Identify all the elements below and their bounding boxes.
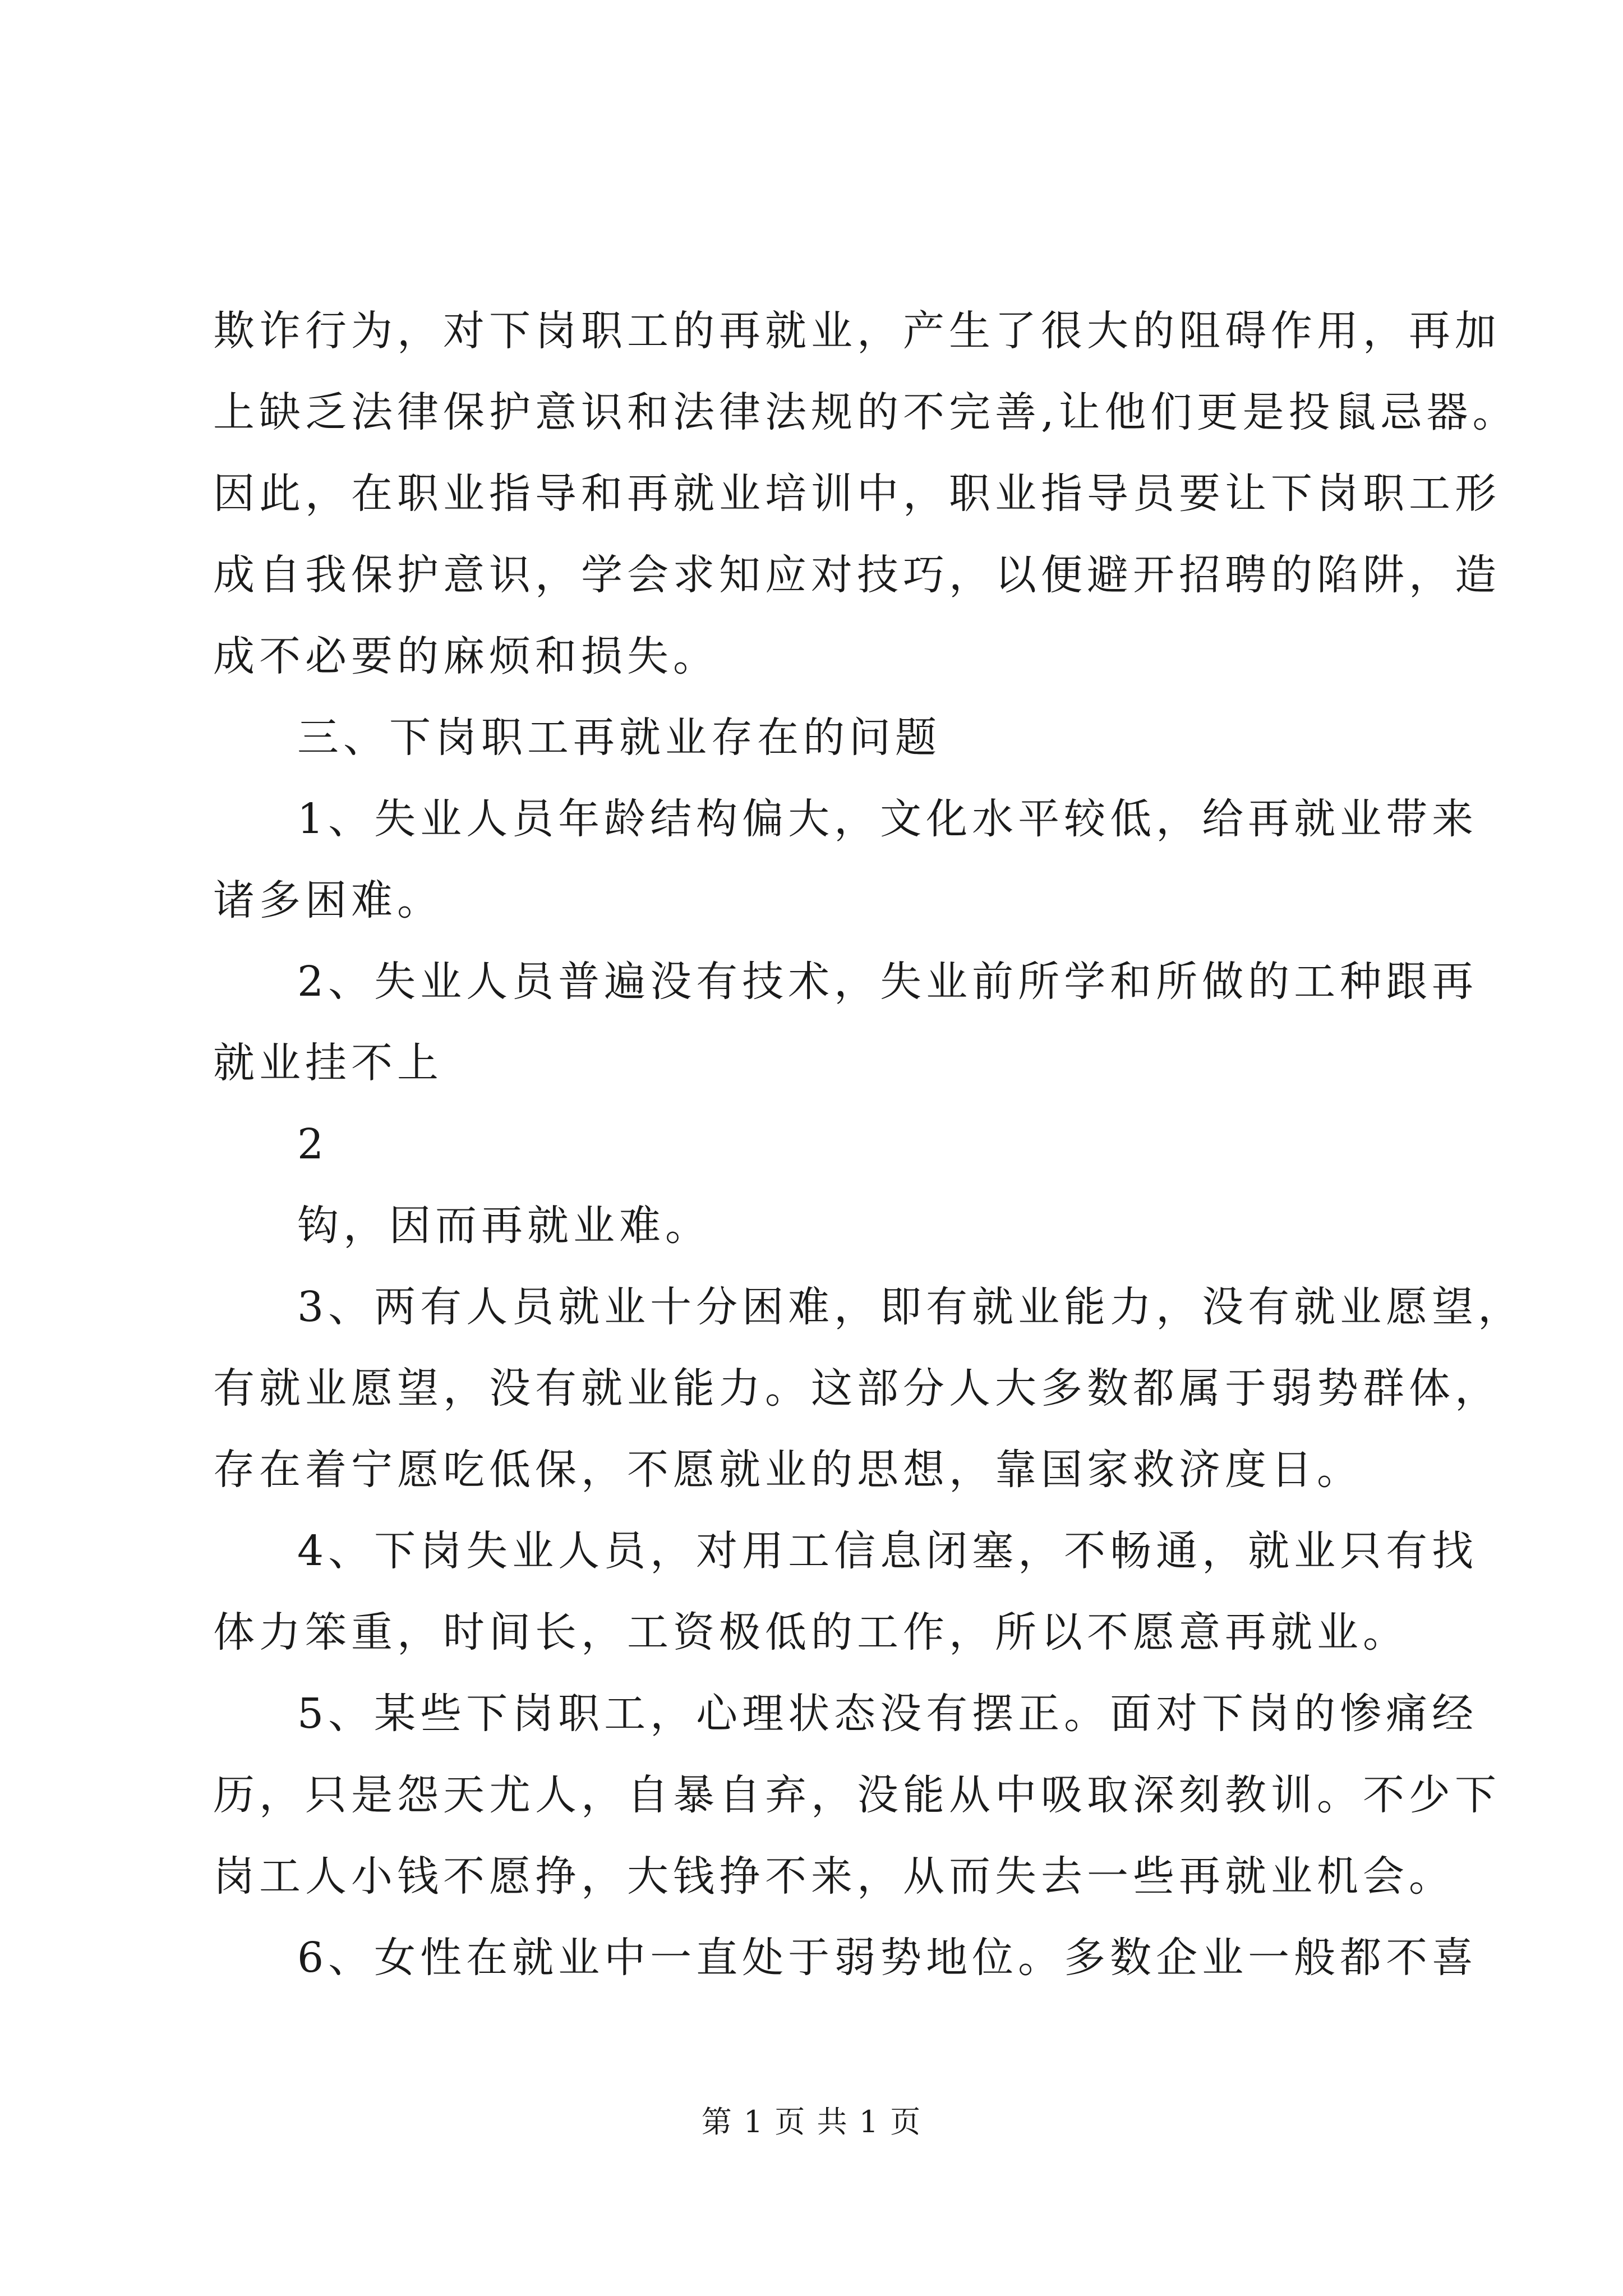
text-line: 岗工人小钱不愿挣，大钱挣不来，从而失去一些再就业机会。 bbox=[213, 1852, 1455, 1901]
text-line: 历，只是怨天尤人，自暴自弃，没能从中吸取深刻教训。不少下 bbox=[213, 1771, 1501, 1819]
text-line: 体力笨重，时间长，工资极低的工作，所以不愿意再就业。 bbox=[213, 1608, 1409, 1657]
text-line: 4、下岗失业人员，对用工信息闭塞，不畅通，就业只有找 bbox=[297, 1527, 1478, 1575]
text-line: 6、女性在就业中一直处于弱势地位。多数企业一般都不喜 bbox=[297, 1934, 1478, 1982]
section-heading: 三、下岗职工再就业存在的问题 bbox=[297, 714, 941, 762]
text-line: 1、失业人员年龄结构偏大，文化水平较低，给再就业带来 bbox=[297, 795, 1478, 843]
text-line: 有就业愿望，没有就业能力。这部分人大多数都属于弱势群体， bbox=[213, 1364, 1501, 1412]
text-line: 诸多困难。 bbox=[213, 876, 443, 924]
text-line: 成不必要的麻烦和损失。 bbox=[213, 632, 719, 680]
text-line: 2、失业人员普遍没有技术，失业前所学和所做的工种跟再 bbox=[297, 958, 1478, 1006]
text-line: 欺诈行为，对下岗职工的再就业，产生了很大的阻碍作用，再加 bbox=[213, 307, 1501, 355]
text-line: 3、两有人员就业十分困难，即有就业能力，没有就业愿望， bbox=[297, 1283, 1524, 1331]
text-line: 上缺乏法律保护意识和法律法规的不完善,让他们更是投鼠忌器。 bbox=[213, 388, 1519, 436]
text-line: 因此，在职业指导和再就业培训中，职业指导员要让下岗职工形 bbox=[213, 470, 1501, 518]
text-line: 成自我保护意识，学会求知应对技巧，以便避开招聘的陷阱，造 bbox=[213, 551, 1501, 599]
page-footer: 第 1 页 共 1 页 bbox=[701, 2104, 922, 2139]
text-line: 钩，因而再就业难。 bbox=[297, 1202, 711, 1250]
text-line: 存在着宁愿吃低保，不愿就业的思想，靠国家救济度日。 bbox=[213, 1446, 1363, 1494]
inline-page-number: 2 bbox=[297, 1120, 329, 1168]
text-line: 5、某些下岗职工，心理状态没有摆正。面对下岗的惨痛经 bbox=[297, 1690, 1478, 1738]
text-line: 就业挂不上 bbox=[213, 1039, 443, 1087]
